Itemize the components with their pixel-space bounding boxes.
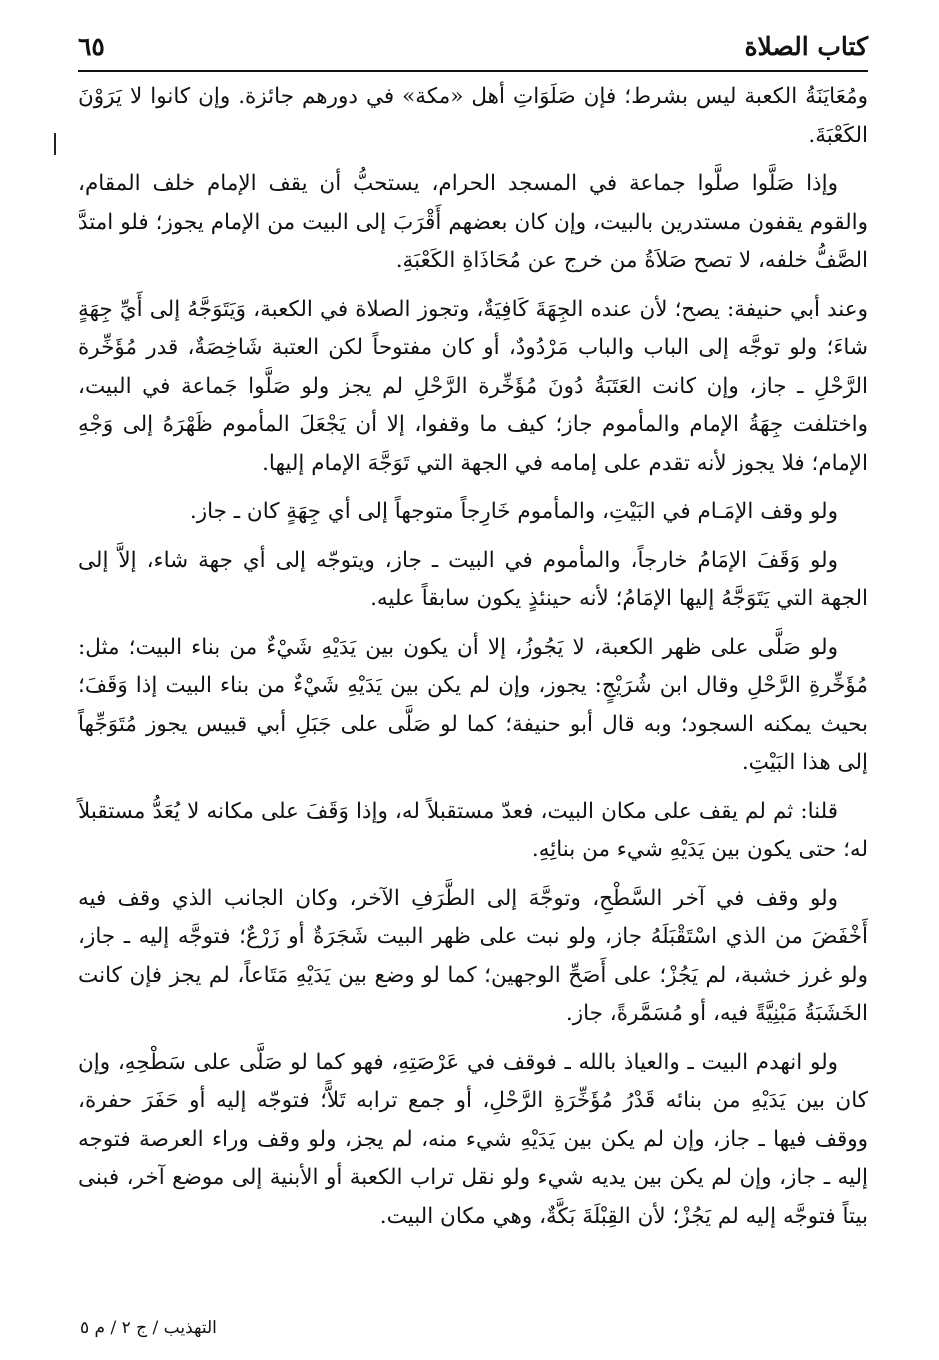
page: [78, 30, 868, 1246]
body-text: [78, 78, 868, 1236]
signature-mark: التهذيب / ج ٢ / م ٥: [80, 1318, 217, 1338]
paragraph-2: وإذا صَلَّوا صلَّوا جماعة في المسجد الحرام، يستحبُّ أن يقف الإمام خلف المقام، والقوم يقفون مستدرين بالبيت، وإن كان بعضهم أَقْرَبَ إلى البيت من الإمام يجوز؛ فلو امتدَّ الصَّفُّ خلفه، لا تصح صَلاَةُ من خرج عن مُحَاذَاةِ الكَعْبَةِ.: [78, 171, 868, 273]
running-head: [78, 30, 868, 72]
paragraph-4: ولو وقف الإمَـام في البَيْتِ، والمأموم خَارِجاً متوجهاً إلى أي جِهَةٍ كان ـ جاز.: [189, 499, 838, 524]
paragraph-5: ولو وَقَفَ الإمَامُ خارجاً، والمأموم في البيت ـ جاز، ويتوجّه إلى أي جهة شاء، إلاَّ إلى الجهة التي يَتَوَجَّهُ إليها الإمَامُ؛ لأنه حينئذٍ يكون سابقاً عليه.: [78, 547, 868, 611]
paragraph-7: قلنا: ثم لم يقف على مكان البيت، فعدّ مستقبلاً له، وإذا وَقَفَ على مكانه لا يُعَدُّ مستقبلاً له؛ حتى يكون بين يَدَيْهِ شيء من بنائِهِ.: [78, 798, 868, 862]
paragraph-8: ولو وقف في آخر السَّطْحِ، وتوجَّهَ إلى الطَّرَفِ الآخر، وكان الجانب الذي وقف فيه أَخْفَضَ من الذي اسْتَقْبَلَهُ جاز، ولو نبت على ظهر البيت شَجَرَةٌ أو زَرْعٌ؛ فتوجَّه إليه ـ جاز، ولو غرز خشبة، لم يَجُزْ؛ على أَصَحِّ الوجهين؛ كما لو وضع بين يَدَيْهِ مَتَاعاً، لم يجز فإن كانت الخَشَبَةُ مَبْنِيَّةً فيه، أو مُسَمَّرةً، جاز.: [78, 885, 868, 1026]
paragraph-3: وعند أبي حنيفة: يصح؛ لأن عنده الجِهَةَ كَافِيَةٌ، وتجوز الصلاة في الكعبة، وَيَتَوَجَّهُ إلى أَيِّ جِهَةٍ شاءَ؛ ولو توجَّه إلى الباب والباب مَرْدُودٌ، أو كان مفتوحاً لكن العتبة شَاخِصَةٌ، قدر مُؤَخِّرة الرَّحْلِ ـ جاز، وإن كانت العَتَبَةُ دُونَ مُؤَخِّرة الرَّحْلِ لم يجز ولو صَلَّوا جَماعة في البيت، واختلفت جِهَةُ الإمام والمأموم جاز؛ كيف ما وقفوا، إلا أن يَجْعَلَ المأموم ظَهْرَهُ إلى وَجْهِ الإمام؛ فلا يجوز لأنه تقدم على إمامه في الجهة التي تَوَجَّهَ الإمام إليها.: [78, 296, 868, 476]
page-number: ٦٥: [78, 32, 115, 61]
margin-mark: [54, 133, 56, 155]
paragraph-1: ومُعَايَنَةُ الكعبة ليس بشرط؛ فإن صَلَوَاتِ أهل «مكة» في دورهم جائزة. وإن كانوا لا يَرَوْنَ الكَعْبَةَ.: [78, 84, 868, 148]
paragraph-9: ولو انهدم البيت ـ والعياذ بالله ـ فوقف في عَرْصَتِهِ، فهو كما لو صَلَّى على سَطْحِهِ، وإن كان بين يَدَيْهِ من بنائه قَدْرُ مُؤَخِّرَةِ الرَّحْلِ، أو جمع ترابه تَلاًّ؛ فتوجّه إليه أو حَفَرَ حفرة، ووقف فيها ـ جاز، وإن لم يكن بين يَدَيْهِ شيء منه، لم يجز، ولو وقف وراء العرصة فتوجه إليه ـ جاز، وإن لم يكن بين يديه شيء ولو نقل تراب الكعبة أو الأبنية إلى موضع آخر، فبنى بيتاً فتوجَّه إليه لم يَجُزْ؛ لأن القِبْلَةَ بَكَّةٌ، وهي مكان البيت.: [78, 1049, 868, 1229]
paragraph-6: ولو صَلَّى على ظهر الكعبة، لا يَجُوزُ، إلا أن يكون بين يَدَيْهِ شَيْءٌ من بناء البيت؛ مثل: مُؤَخِّرةِ الرَّحْلِ وقال ابن شُرَيْجٍ: يجوز، وإن لم يكن بين يَدَيْهِ شَيْءٌ من بناء البيت إذا وَقَفَ؛ بحيث يمكنه السجود؛ وبه قال أبو حنيفة؛ كما لو صَلَّى على جَبَلِ أبي قبيس يجوز مُتَوَجِّهاً إلى هذا البَيْتِ.: [78, 634, 868, 775]
chapter-title: كتاب الصلاة: [734, 32, 868, 61]
